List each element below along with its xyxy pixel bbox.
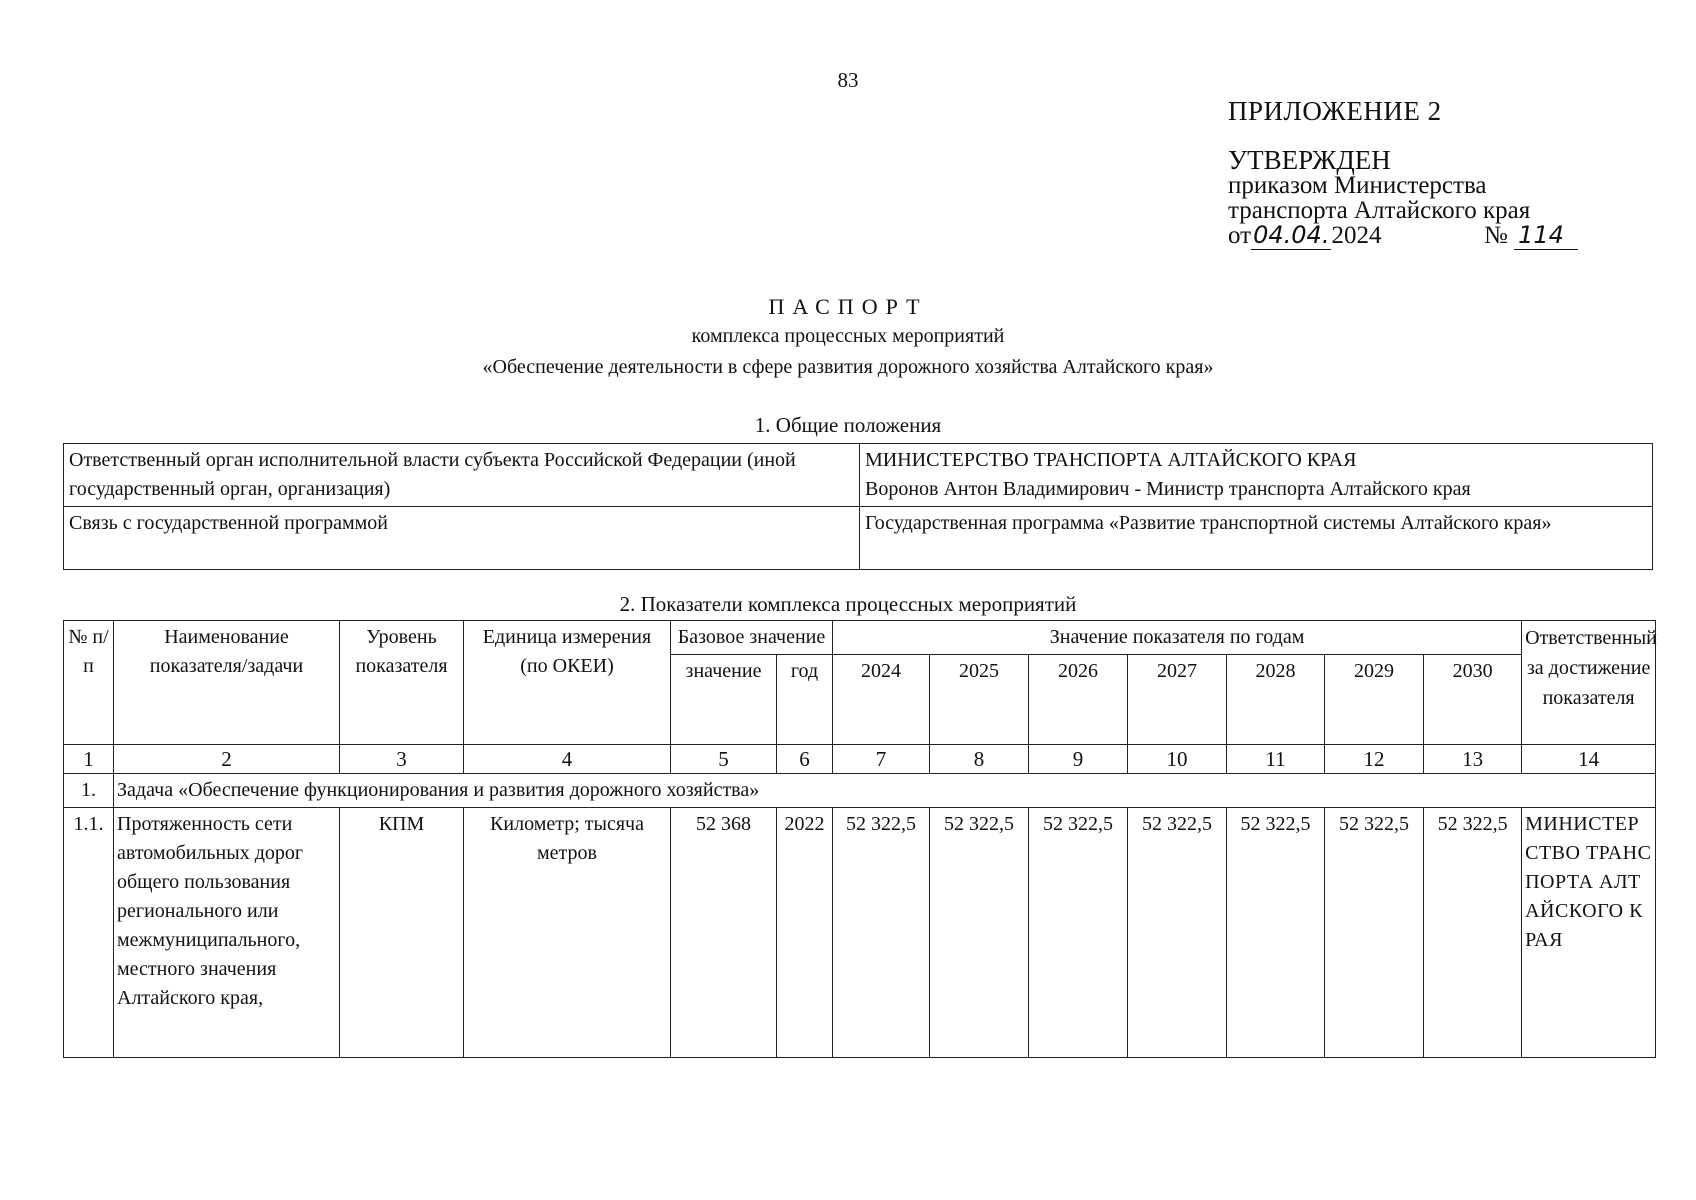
col-header-year: 2026	[1029, 655, 1128, 745]
minister-name: Воронов Антон Владимирович - Министр транспорта Алтайского края	[865, 478, 1471, 500]
row-number: 1.1.	[64, 808, 114, 1058]
indicator-unit: Километр; тысяча метров	[464, 808, 671, 1058]
section-2-title: 2. Показатели комплекса процессных мероприятий	[619, 592, 1077, 616]
responsible-body-value	[860, 444, 1653, 507]
column-number: 7	[833, 745, 930, 774]
year-value: 52 322,5	[1227, 808, 1325, 1058]
appendix-label: ПРИЛОЖЕНИЕ 2	[1228, 96, 1442, 126]
page-number: 83	[837, 68, 859, 92]
table-row	[64, 507, 1653, 570]
document-subtitle-1: комплекса процессных мероприятий	[691, 325, 1005, 347]
column-number: 6	[777, 745, 833, 774]
year-value: 52 322,5	[1128, 808, 1227, 1058]
ministry-name: МИНИСТЕРСТВО ТРАНСПОРТА АЛТАЙСКОГО КРАЯ	[865, 449, 1357, 471]
col-header-name: Наименование показателя/задачи	[114, 621, 340, 745]
section-1-title: 1. Общие положения	[754, 413, 942, 437]
col-header-level: Уровень показателя	[340, 621, 464, 745]
col-header-base-value: значение	[671, 655, 777, 745]
approval-line-1: приказом Министерства	[1228, 172, 1487, 199]
approval-line-2: транспорта Алтайского края	[1228, 197, 1531, 224]
base-value: 52 368	[671, 808, 777, 1058]
year-value: 52 322,5	[1325, 808, 1424, 1058]
column-number: 10	[1128, 745, 1227, 774]
indicator-name: Протяженность сети автомобильных дорог общего пользования регионального или межмуниципального, местного значения Алтайского края,	[114, 808, 340, 1058]
approval-heading: УТВЕРЖДЕН	[1228, 145, 1391, 175]
column-number: 5	[671, 745, 777, 774]
year-value: 52 322,5	[1424, 808, 1522, 1058]
handwritten-date: 04.04.	[1253, 221, 1330, 249]
general-provisions-table	[63, 443, 1653, 570]
table-row	[64, 808, 1656, 1058]
col-header-year: 2025	[930, 655, 1029, 745]
col-header-by-years: Значение показателя по годам	[833, 621, 1522, 655]
base-year: 2022	[777, 808, 833, 1058]
col-header-year: 2029	[1325, 655, 1424, 745]
column-number: 9	[1029, 745, 1128, 774]
column-number: 13	[1424, 745, 1522, 774]
column-number: 14	[1522, 745, 1656, 774]
task-text: Задача «Обеспечение функционирования и развития дорожного хозяйства»	[114, 774, 1656, 808]
table-row	[64, 444, 1653, 507]
col-header-year: 2027	[1128, 655, 1227, 745]
col-header-unit: Единица измерения (по ОКЕИ)	[464, 621, 671, 745]
column-number: 3	[340, 745, 464, 774]
column-number-row	[64, 745, 1656, 774]
column-number: 4	[464, 745, 671, 774]
column-number: 11	[1227, 745, 1325, 774]
date-prefix: от	[1228, 222, 1252, 249]
program-link-value: Государственная программа «Развитие транспортной системы Алтайского края»	[860, 507, 1653, 570]
column-number: 1	[64, 745, 114, 774]
document-title: ПАСПОРТ	[768, 294, 928, 319]
column-number: 2	[114, 745, 340, 774]
year-value: 52 322,5	[1029, 808, 1128, 1058]
responsible-body-label: Ответственный орган исполнительной власти субъекта Российской Федерации (иной государственный орган, организация)	[64, 444, 860, 507]
col-header-base: Базовое значение	[671, 621, 833, 655]
col-header-responsible: Ответственный за достижение показателя	[1522, 621, 1656, 745]
col-header-num: № п/п	[64, 621, 114, 745]
document-subtitle-2: «Обеспечение деятельности в сфере развития дорожного хозяйства Алтайского края»	[482, 356, 1214, 378]
year-value: 52 322,5	[930, 808, 1029, 1058]
approval-block	[1228, 147, 1578, 248]
task-number: 1.	[64, 774, 114, 808]
year-value: 52 322,5	[833, 808, 930, 1058]
responsible-body: МИНИСТЕРСТВО ТРАНСПОРТА АЛТАЙСКОГО КРАЯ	[1522, 808, 1656, 1058]
col-header-year: 2030	[1424, 655, 1522, 745]
handwritten-number: 114	[1514, 221, 1578, 250]
indicators-table	[63, 620, 1656, 1058]
col-header-base-year: год	[777, 655, 833, 745]
header-row	[64, 621, 1656, 655]
approval-year: 2024	[1331, 222, 1382, 249]
number-label: №	[1483, 222, 1508, 249]
task-row	[64, 774, 1656, 808]
col-header-year: 2024	[833, 655, 930, 745]
program-link-label: Связь с государственной программой	[64, 507, 860, 570]
approval-date-line	[1228, 223, 1578, 248]
col-header-year: 2028	[1227, 655, 1325, 745]
column-number: 12	[1325, 745, 1424, 774]
column-number: 8	[930, 745, 1029, 774]
indicator-level: КПМ	[340, 808, 464, 1058]
